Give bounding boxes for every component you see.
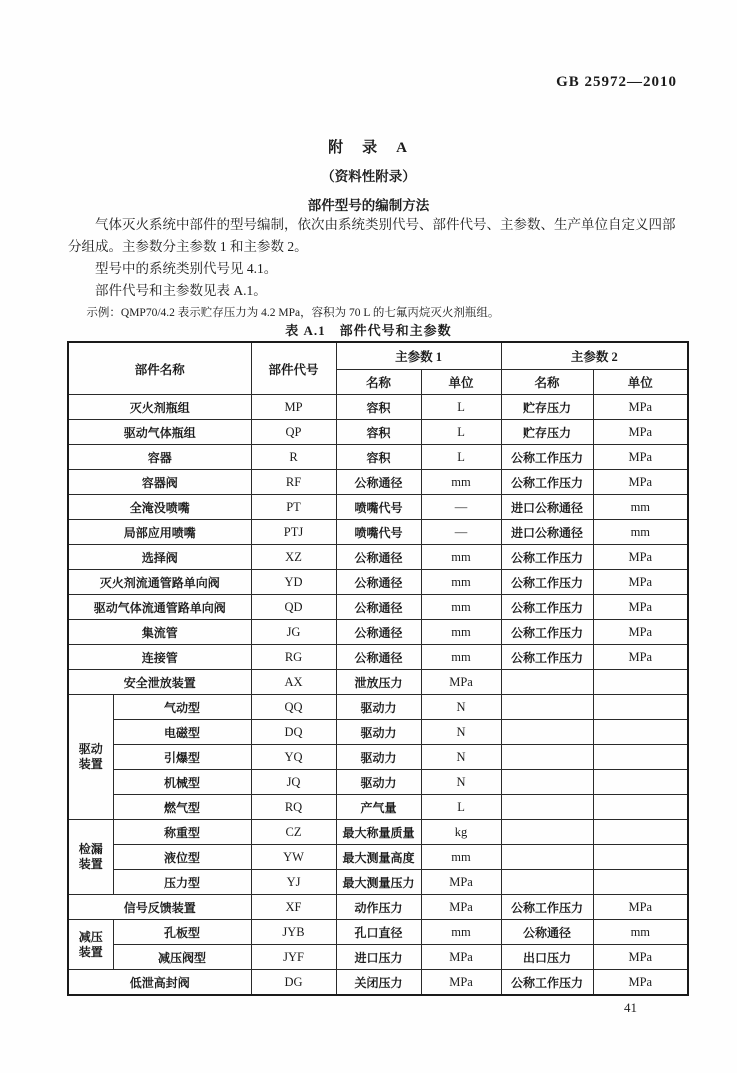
header-param2-unit: 单位 [593,370,688,395]
cell-part-code: DG [251,970,336,996]
cell-part-code: YQ [251,745,336,770]
cell-param1-name: 驱动力 [336,720,421,745]
cell-param2-name: 公称工作压力 [501,595,593,620]
cell-param2-unit: MPa [593,470,688,495]
cell-part-code: YD [251,570,336,595]
cell-param1-name: 孔口直径 [336,920,421,945]
appendix-heading: 部件型号的编制方法 [307,198,430,213]
table-row [68,720,688,745]
cell-part-name: 驱动气体流通管路单向阀 [68,595,251,620]
table-row [68,820,688,845]
cell-param2-unit: MPa [593,620,688,645]
cell-param1-unit: mm [421,595,501,620]
cell-param1-name: 公称通径 [336,620,421,645]
cell-part-code: YW [251,845,336,870]
cell-part-code: QP [251,420,336,445]
cell-part-code: XF [251,895,336,920]
cell-param2-unit: MPa [593,545,688,570]
cell-param2-unit: MPa [593,395,688,420]
table-row [68,870,688,895]
cell-part-code: JG [251,620,336,645]
cell-param2-name: 贮存压力 [501,420,593,445]
cell-param1-unit: L [421,420,501,445]
header-param2: 主参数 2 [501,342,688,370]
cell-param1-name: 喷嘴代号 [336,495,421,520]
cell-param2-name: 公称工作压力 [501,445,593,470]
cell-param1-unit: MPa [421,670,501,695]
cell-param1-unit: mm [421,845,501,870]
header-part-name: 部件名称 [68,342,251,395]
cell-part-code: XZ [251,545,336,570]
cell-param1-name: 公称通径 [336,595,421,620]
cell-part-name: 引爆型 [113,745,251,770]
cell-param1-name: 动作压力 [336,895,421,920]
cell-param1-unit: L [421,795,501,820]
cell-group-label: 减压装置 [68,920,113,970]
cell-param1-name: 最大称量质量 [336,820,421,845]
cell-group-label: 驱动装置 [68,695,113,820]
cell-part-name: 称重型 [113,820,251,845]
cell-param2-name: 贮存压力 [501,395,593,420]
cell-part-code: PTJ [251,520,336,545]
cell-param2-name [501,845,593,870]
paragraph: 气体灭火系统中部件的型号编制，依次由系统类别代号、部件代号、主参数、生产单位自定义四部分组成。主参数分主参数 1 和主参数 2。 [68,217,676,254]
table-row [68,920,688,945]
cell-part-name: 压力型 [113,870,251,895]
cell-part-code: AX [251,670,336,695]
table-row [68,745,688,770]
cell-param2-unit [593,745,688,770]
cell-param1-name: 容积 [336,420,421,445]
cell-part-name: 机械型 [113,770,251,795]
table-body [68,395,688,996]
cell-param2-unit [593,770,688,795]
cell-param2-name [501,720,593,745]
cell-param2-name: 公称通径 [501,920,593,945]
cell-param1-unit: mm [421,570,501,595]
cell-part-code: JYB [251,920,336,945]
cell-param1-unit: N [421,720,501,745]
cell-param1-unit: mm [421,620,501,645]
appendix-titles [0,136,737,214]
standard-number: GB 25972—2010 [556,74,677,90]
cell-param2-unit: mm [593,520,688,545]
cell-param2-name [501,820,593,845]
cell-part-name: 灭火剂瓶组 [68,395,251,420]
cell-param1-unit: — [421,495,501,520]
cell-param2-unit [593,845,688,870]
cell-param1-name: 公称通径 [336,645,421,670]
cell-param1-unit: kg [421,820,501,845]
table-row [68,645,688,670]
table-row [68,595,688,620]
cell-param2-unit: MPa [593,445,688,470]
cell-param1-unit: N [421,770,501,795]
cell-param1-unit: L [421,445,501,470]
cell-group-label: 检漏装置 [68,820,113,895]
table-row [68,620,688,645]
cell-param1-name: 进口压力 [336,945,421,970]
cell-param2-name: 公称工作压力 [501,470,593,495]
cell-part-name: 容器 [68,445,251,470]
paragraph: 部件代号和主参数见表 A.1。 [95,283,267,298]
cell-param1-name: 最大测量高度 [336,845,421,870]
paragraph: 型号中的系统类别代号见 4.1。 [95,261,278,276]
cell-param2-unit: MPa [593,570,688,595]
cell-part-code: JYF [251,945,336,970]
cell-part-code: CZ [251,820,336,845]
cell-param1-name: 容积 [336,395,421,420]
cell-part-name: 孔板型 [113,920,251,945]
cell-param2-unit [593,870,688,895]
cell-param2-name: 公称工作压力 [501,895,593,920]
cell-part-code: MP [251,395,336,420]
cell-param1-unit: mm [421,545,501,570]
cell-part-code: QD [251,595,336,620]
cell-param2-name [501,795,593,820]
table-row [68,495,688,520]
cell-param2-name: 公称工作压力 [501,645,593,670]
cell-part-name: 集流管 [68,620,251,645]
header-param1-unit: 单位 [421,370,501,395]
cell-param2-name: 公称工作压力 [501,620,593,645]
cell-param1-name: 关闭压力 [336,970,421,996]
table-row [68,695,688,720]
cell-param1-name: 产气量 [336,795,421,820]
table-row [68,420,688,445]
cell-param2-name: 公称工作压力 [501,545,593,570]
cell-param1-unit: MPa [421,895,501,920]
cell-part-code: DQ [251,720,336,745]
cell-param2-unit [593,795,688,820]
cell-param1-name: 公称通径 [336,545,421,570]
cell-part-code: YJ [251,870,336,895]
cell-param2-name: 公称工作压力 [501,570,593,595]
cell-part-name: 燃气型 [113,795,251,820]
cell-param2-name [501,695,593,720]
table-row [68,470,688,495]
cell-param1-name: 驱动力 [336,745,421,770]
table-row [68,670,688,695]
cell-param2-unit: mm [593,495,688,520]
cell-part-code: RG [251,645,336,670]
cell-part-name: 液位型 [113,845,251,870]
cell-param1-name: 容积 [336,445,421,470]
cell-param1-unit: MPa [421,870,501,895]
cell-part-code: RQ [251,795,336,820]
cell-part-name: 气动型 [113,695,251,720]
appendix-title: 附 录 A [328,140,409,156]
cell-param1-name: 公称通径 [336,470,421,495]
table-row [68,795,688,820]
cell-param2-unit [593,720,688,745]
cell-part-name: 灭火剂流通管路单向阀 [68,570,251,595]
cell-param1-name: 喷嘴代号 [336,520,421,545]
cell-param1-unit: mm [421,470,501,495]
cell-param2-unit [593,820,688,845]
cell-param1-unit: — [421,520,501,545]
cell-param1-unit: mm [421,920,501,945]
appendix-subtitle: （资料性附录） [321,169,416,184]
table-row [68,770,688,795]
body-text [68,214,680,302]
cell-param1-unit: L [421,395,501,420]
cell-param2-unit: MPa [593,645,688,670]
table-header-row [68,342,688,370]
cell-param2-name [501,745,593,770]
table-row [68,845,688,870]
cell-part-code: RF [251,470,336,495]
cell-part-name: 局部应用喷嘴 [68,520,251,545]
cell-part-name: 安全泄放装置 [68,670,251,695]
table-row [68,945,688,970]
cell-param2-unit: MPa [593,970,688,996]
cell-param1-unit: N [421,695,501,720]
cell-param2-name [501,670,593,695]
cell-part-code: R [251,445,336,470]
cell-part-name: 驱动气体瓶组 [68,420,251,445]
table-row [68,545,688,570]
table-row [68,570,688,595]
header-param2-name: 名称 [501,370,593,395]
table-row [68,445,688,470]
cell-part-name: 减压阀型 [113,945,251,970]
cell-part-code: PT [251,495,336,520]
cell-param2-unit: mm [593,920,688,945]
cell-param2-name [501,770,593,795]
cell-param1-name: 驱动力 [336,695,421,720]
cell-part-code: JQ [251,770,336,795]
table-row [68,520,688,545]
cell-param1-unit: MPa [421,945,501,970]
cell-part-name: 低泄高封阀 [68,970,251,996]
cell-param2-name [501,870,593,895]
cell-param1-unit: N [421,745,501,770]
cell-param2-unit: MPa [593,895,688,920]
table-row [68,895,688,920]
cell-param1-unit: mm [421,645,501,670]
cell-param2-unit [593,695,688,720]
page-number: 41 [624,1000,637,1015]
cell-param1-name: 公称通径 [336,570,421,595]
cell-param2-name: 进口公称通径 [501,520,593,545]
cell-param1-name: 最大测量压力 [336,870,421,895]
cell-param2-unit: MPa [593,945,688,970]
cell-part-name: 选择阀 [68,545,251,570]
cell-part-name: 信号反馈装置 [68,895,251,920]
header-part-code: 部件代号 [251,342,336,395]
cell-part-name: 连接管 [68,645,251,670]
table-row [68,970,688,996]
example-note: 示例：QMP70/4.2 表示贮存压力为 4.2 MPa，容积为 70 L 的七氟丙烷灭火剂瓶组。 [86,307,500,319]
cell-param1-name: 驱动力 [336,770,421,795]
table-caption: 表 A.1 部件代号和主参数 [285,323,452,338]
header-param1-name: 名称 [336,370,421,395]
table-row [68,395,688,420]
cell-param2-unit: MPa [593,595,688,620]
cell-part-name: 全淹没喷嘴 [68,495,251,520]
parameters-table [67,341,689,996]
cell-part-name: 电磁型 [113,720,251,745]
cell-param1-unit: MPa [421,970,501,996]
cell-param2-name: 出口压力 [501,945,593,970]
header-param1: 主参数 1 [336,342,501,370]
cell-part-code: QQ [251,695,336,720]
cell-param2-unit [593,670,688,695]
cell-param2-name: 进口公称通径 [501,495,593,520]
cell-param1-name: 泄放压力 [336,670,421,695]
cell-param2-unit: MPa [593,420,688,445]
cell-param2-name: 公称工作压力 [501,970,593,996]
cell-part-name: 容器阀 [68,470,251,495]
